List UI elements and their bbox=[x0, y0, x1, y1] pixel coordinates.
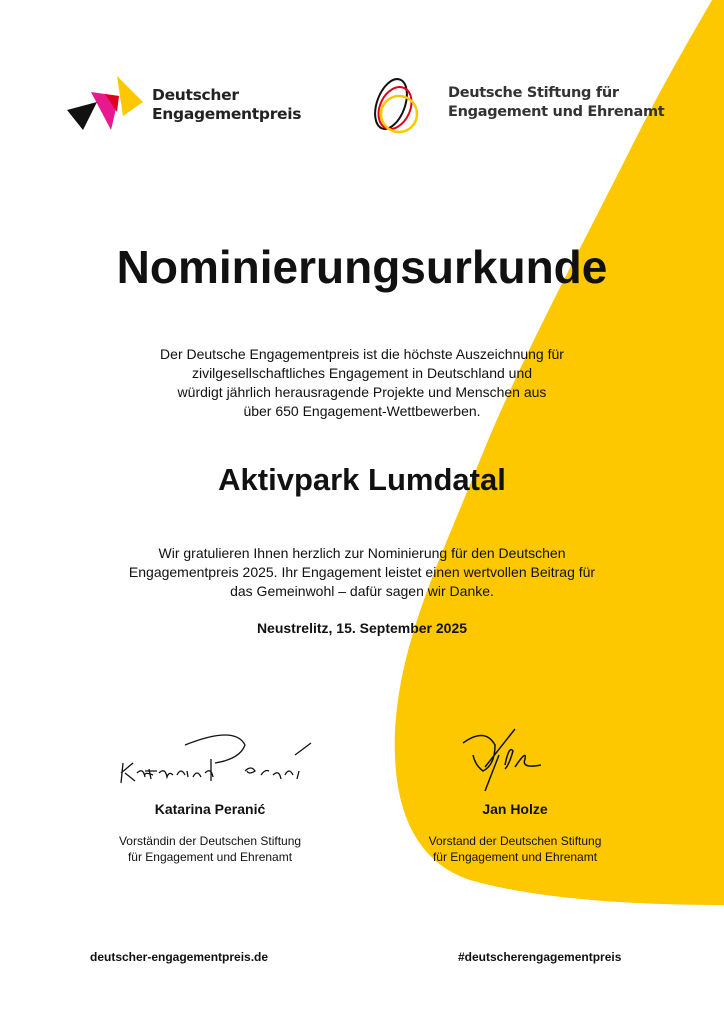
role-line: Vorstand der Deutschen Stiftung bbox=[428, 834, 602, 848]
intro-text bbox=[0, 345, 724, 421]
congrats-line: Wir gratulieren Ihnen herzlich zur Nominierung für den Deutschen bbox=[158, 545, 566, 561]
footer-hashtag: #deutscherengagementpreis bbox=[458, 950, 622, 964]
logo-line2: Engagementpreis bbox=[152, 105, 302, 123]
footer-website: deutscher-engagementpreis.de bbox=[90, 950, 269, 964]
deutscher-engagementpreis-logo bbox=[60, 68, 305, 138]
signature-holze bbox=[455, 725, 555, 795]
certificate-title: Nominierungsurkunde bbox=[116, 241, 608, 293]
nominee-name: Aktivpark Lumdatal bbox=[218, 462, 506, 497]
signatory-role bbox=[80, 833, 340, 865]
signatory-2 bbox=[385, 801, 645, 865]
intro-line: über 650 Engagement-Wettbewerben. bbox=[243, 403, 481, 419]
signatory-role bbox=[385, 833, 645, 865]
signatory-name: Jan Holze bbox=[482, 801, 548, 817]
logo-line2: Engagement und Ehrenamt bbox=[448, 104, 665, 120]
congrats-text bbox=[0, 544, 724, 601]
signatory-name: Katarina Peranić bbox=[154, 801, 266, 817]
place-date: Neustrelitz, 15. September 2025 bbox=[256, 620, 468, 636]
congrats-line: das Gemeinwohl – dafür sagen wir Danke. bbox=[230, 583, 494, 599]
intro-line: zivilgesellschaftliches Engagement in Deutschland und bbox=[191, 365, 533, 381]
stiftung-logo bbox=[358, 68, 668, 138]
congrats-line: Engagementpreis 2025. Ihr Engagement leistet einen wertvollen Beitrag für bbox=[128, 564, 596, 580]
intro-line: würdigt jährlich herausragende Projekte und Menschen aus bbox=[177, 384, 547, 400]
stiftung-logo-icon bbox=[363, 70, 423, 138]
logo-line1: Deutscher bbox=[152, 86, 239, 104]
role-line: Vorständin der Deutschen Stiftung bbox=[118, 834, 302, 848]
role-line: für Engagement und Ehrenamt bbox=[127, 850, 293, 864]
intro-line: Der Deutsche Engagementpreis ist die höchste Auszeichnung für bbox=[160, 346, 564, 362]
signatory-1 bbox=[80, 801, 340, 865]
engagementpreis-logo-icon bbox=[65, 72, 145, 136]
signature-peranic bbox=[115, 725, 315, 785]
role-line: für Engagement und Ehrenamt bbox=[432, 850, 598, 864]
logo-line1: Deutsche Stiftung für bbox=[448, 85, 619, 101]
